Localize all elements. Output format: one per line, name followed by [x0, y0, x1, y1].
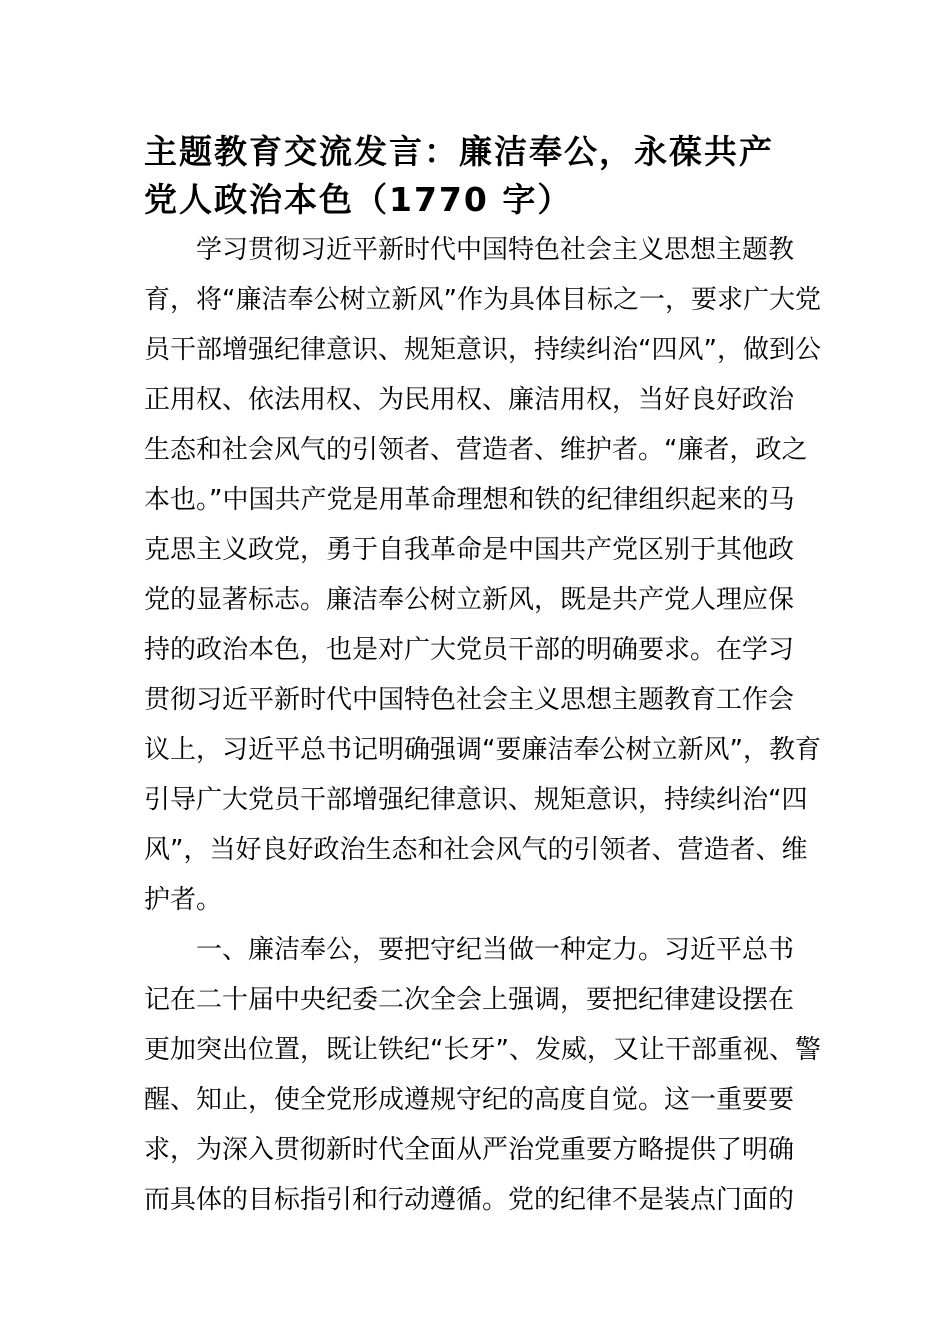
- title-line-2: 党人政治本色（1770 字）: [144, 180, 573, 219]
- paragraph-line: 引导广大党员干部增强纪律意识、规矩意识，持续纠治“四: [144, 785, 808, 815]
- paragraph-line: 更加突出位置，既让铁纪“长牙”、发威，又让干部重视、警: [144, 1035, 821, 1065]
- paragraph-line: 风”，当好良好政治生态和社会风气的引领者、营造者、维: [144, 835, 808, 865]
- paragraph-line: 求，为深入贯彻新时代全面从严治党重要方略提供了明确: [144, 1135, 795, 1165]
- paragraph-line: 党的显著标志。廉洁奉公树立新风，既是共产党人理应保: [144, 585, 795, 615]
- paragraph-line: 员干部增强纪律意识、规矩意识，持续纠治“四风”，做到公: [144, 335, 821, 365]
- paragraph-1: [144, 225, 821, 925]
- paragraph-line: 克思主义政党，勇于自我革命是中国共产党区别于其他政: [144, 535, 795, 565]
- paragraph-line: 生态和社会风气的引领者、营造者、维护者。“廉者，政之: [144, 435, 808, 465]
- paragraph-2: [144, 925, 821, 1225]
- paragraph-line: 议上，习近平总书记明确强调“要廉洁奉公树立新风”，教育: [144, 735, 821, 765]
- document-body: [144, 225, 821, 1225]
- paragraph-line: 贯彻习近平新时代中国特色社会主义思想主题教育工作会: [144, 685, 795, 715]
- title-line-1: 主题教育交流发言：廉洁奉公，永葆共产: [144, 132, 774, 171]
- paragraph-line: 醒、知止，使全党形成遵规守纪的高度自觉。这一重要要: [144, 1085, 795, 1115]
- paragraph-line: 育，将“廉洁奉公树立新风”作为具体目标之一，要求广大党: [144, 285, 821, 315]
- paragraph-line: 正用权、依法用权、为民用权、廉洁用权，当好良好政治: [144, 385, 795, 415]
- paragraph-line: 本也。”中国共产党是用革命理想和铁的纪律组织起来的马: [144, 485, 795, 515]
- paragraph-line: 记在二十届中央纪委二次全会上强调，要把纪律建设摆在: [144, 985, 795, 1015]
- paragraph-line: 持的政治本色，也是对广大党员干部的明确要求。在学习: [144, 635, 795, 665]
- document-title: [144, 128, 816, 224]
- paragraph-line: 护者。: [144, 885, 223, 915]
- paragraph-line: 学习贯彻习近平新时代中国特色社会主义思想主题教: [196, 235, 795, 265]
- paragraph-line: 而具体的目标指引和行动遵循。党的纪律不是装点门面的: [144, 1185, 795, 1215]
- paragraph-line: 一、廉洁奉公，要把守纪当做一种定力。习近平总书: [196, 935, 795, 965]
